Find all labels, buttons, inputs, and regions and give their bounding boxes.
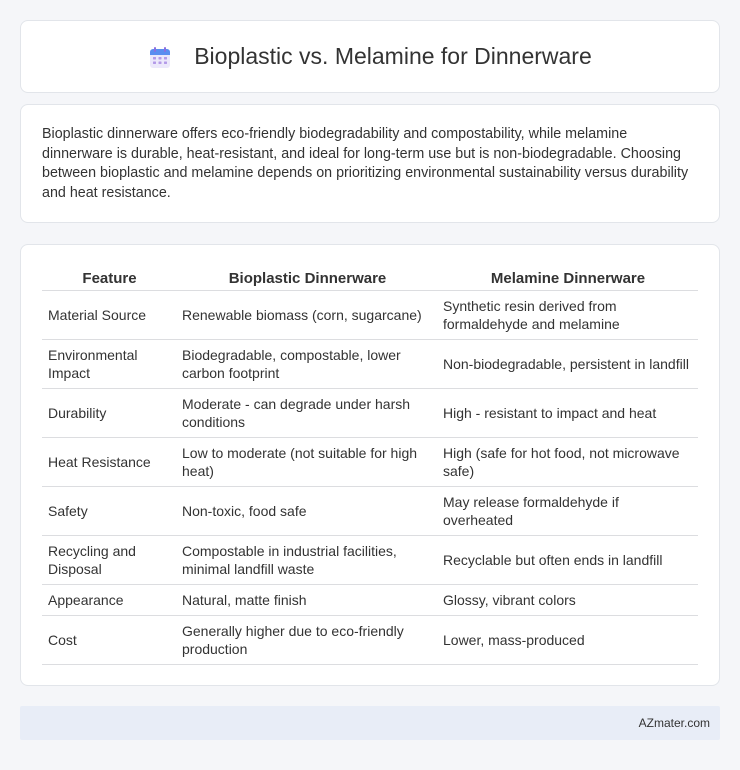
feature-cell: Material Source: [42, 290, 177, 339]
bioplastic-cell: Compostable in industrial facilities, minimal landfill waste: [177, 535, 438, 584]
title-card: [20, 20, 720, 93]
comparison-card: [20, 244, 720, 686]
table-row: [42, 388, 698, 437]
feature-cell: Appearance: [42, 584, 177, 615]
bioplastic-cell: Low to moderate (not suitable for high heat): [177, 437, 438, 486]
column-header-feature: Feature: [42, 265, 177, 290]
bioplastic-cell: Non-toxic, food safe: [177, 486, 438, 535]
bioplastic-cell: Natural, matte finish: [177, 584, 438, 615]
melamine-cell: Recyclable but often ends in landfill: [438, 535, 698, 584]
table-row: [42, 486, 698, 535]
footer-brand[interactable]: AZmater.com: [638, 716, 710, 730]
feature-cell: Cost: [42, 615, 177, 664]
summary-text: Bioplastic dinnerware offers eco-friendly biodegradability and compostability, while melamine dinnerware is durable, heat-resistant, and ideal for long-term use but is non-biodegradable. Choosing between bioplastic and melamine depends on prioritizing environmental sustainability versus durability and heat resistance.: [42, 126, 689, 201]
bioplastic-cell: Generally higher due to eco-friendly production: [177, 615, 438, 664]
column-header-bioplastic: Bioplastic Dinnerware: [177, 265, 438, 290]
table-row: [42, 437, 698, 486]
feature-cell: Recycling and Disposal: [42, 535, 177, 584]
table-header-row: [42, 265, 698, 290]
feature-cell: Heat Resistance: [42, 437, 177, 486]
bioplastic-cell: Moderate - can degrade under harsh conditions: [177, 388, 438, 437]
melamine-cell: High (safe for hot food, not microwave safe): [438, 437, 698, 486]
column-header-melamine: Melamine Dinnerware: [438, 265, 698, 290]
feature-cell: Durability: [42, 388, 177, 437]
melamine-cell: Non-biodegradable, persistent in landfill: [438, 339, 698, 388]
melamine-cell: High - resistant to impact and heat: [438, 388, 698, 437]
melamine-cell: Glossy, vibrant colors: [438, 584, 698, 615]
footer: [20, 706, 720, 740]
table-row: [42, 584, 698, 615]
table-row: [42, 339, 698, 388]
comparison-table: [42, 265, 698, 665]
melamine-cell: May release formaldehyde if overheated: [438, 486, 698, 535]
page-title: Bioplastic vs. Melamine for Dinnerware: [194, 43, 592, 69]
feature-cell: Safety: [42, 486, 177, 535]
summary-card: [20, 104, 720, 223]
table-row: [42, 290, 698, 339]
table-row: [42, 535, 698, 584]
bioplastic-cell: Biodegradable, compostable, lower carbon footprint: [177, 339, 438, 388]
melamine-cell: Lower, mass-produced: [438, 615, 698, 664]
calendar-icon: [148, 46, 172, 70]
bioplastic-cell: Renewable biomass (corn, sugarcane): [177, 290, 438, 339]
table-row: [42, 615, 698, 664]
melamine-cell: Synthetic resin derived from formaldehyde and melamine: [438, 290, 698, 339]
feature-cell: Environmental Impact: [42, 339, 177, 388]
